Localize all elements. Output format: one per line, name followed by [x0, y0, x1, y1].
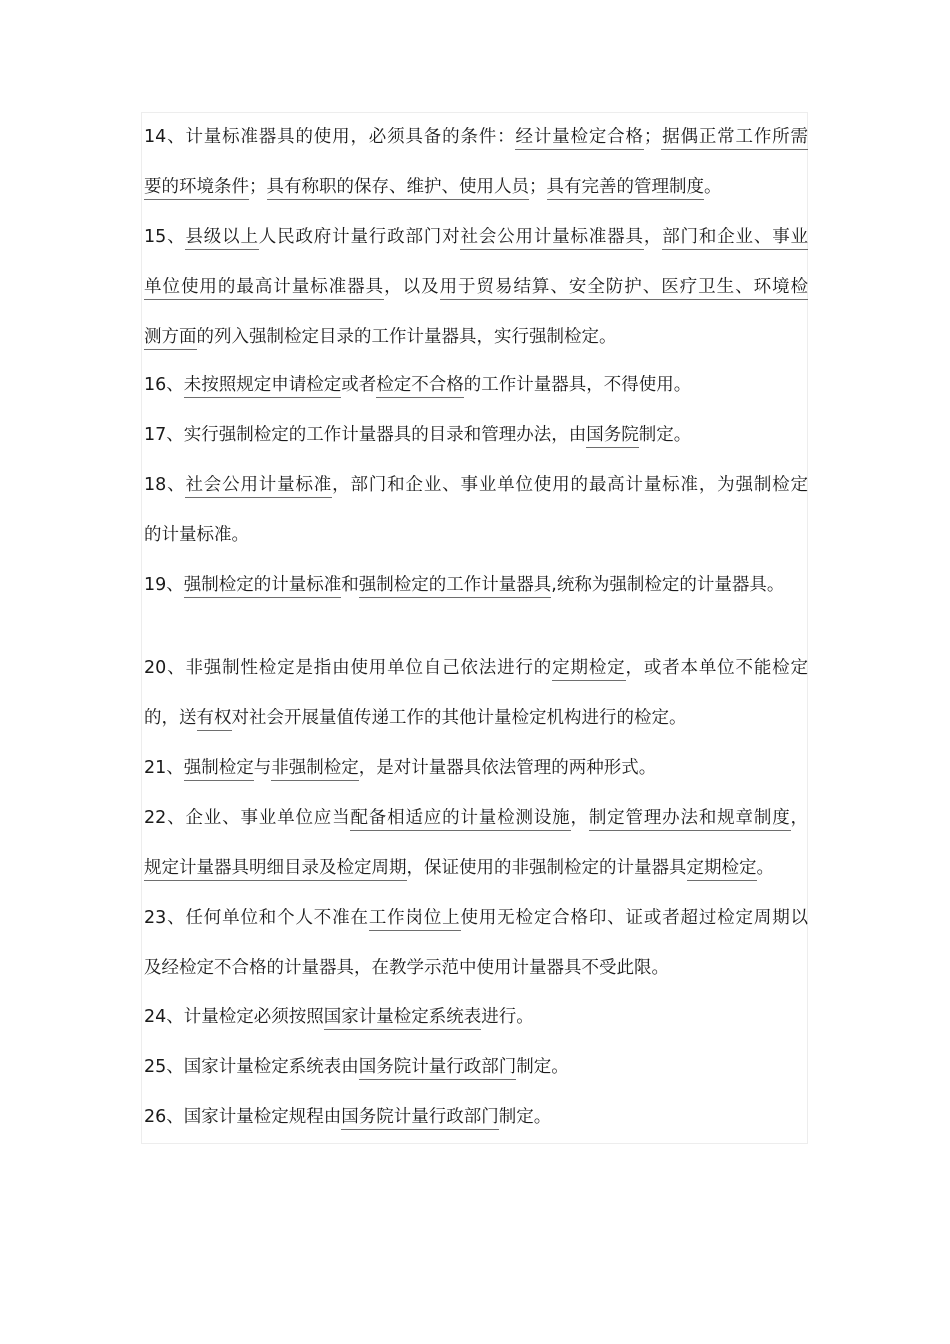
item-19-line-1 [144, 560, 784, 610]
item-number: 23 [144, 908, 167, 928]
underlined-answer: 县级以上 [185, 227, 258, 250]
item-23-line-1 [144, 893, 808, 943]
text-segment: 及经检定不合格的计量器具，在教学示范中使用计量器具不受此限。 [144, 958, 669, 978]
text-segment: 。 [704, 177, 722, 197]
item-24-line-1 [144, 992, 534, 1042]
item-number: 24 [144, 1007, 167, 1027]
text-segment: ，部门和企业、事业单位使用的最高计量标准，为强制检定 [332, 475, 809, 495]
underlined-answer: 强制检定的工作计量器具 [359, 575, 552, 598]
underlined-answer: 社会公用计量标准 [185, 475, 332, 498]
item-number: 25 [144, 1057, 167, 1077]
text-segment: ， [643, 227, 663, 247]
text-segment: ； [529, 177, 547, 197]
item-number: 21 [144, 758, 167, 778]
item-18-line-1 [144, 460, 808, 510]
text-segment: 、 [166, 227, 186, 247]
text-segment: 、企业、事业单位应当 [166, 808, 351, 828]
text-segment: 、国家计量检定规程由 [166, 1107, 342, 1127]
item-number: 20 [144, 658, 167, 678]
item-26-line-1 [144, 1092, 551, 1142]
text-segment: ，以及 [384, 277, 440, 297]
item-20-line-2 [144, 693, 687, 743]
text-segment: 人民政府计量行政部门对 [258, 227, 461, 247]
item-22-line-1 [144, 793, 808, 843]
text-segment: ； [249, 177, 267, 197]
item-number: 26 [144, 1107, 167, 1127]
underlined-answer: 工作岗位上 [369, 908, 461, 931]
text-segment: 。 [756, 858, 774, 878]
item-15-line-2 [144, 262, 808, 312]
text-segment: 、 [166, 475, 186, 495]
item-18-line-2 [144, 510, 249, 560]
item-number: 18 [144, 475, 167, 495]
underlined-answer: 单位使用的最高计量标准器具 [144, 277, 384, 300]
text-segment: ，或者本单位不能检定 [625, 658, 809, 678]
item-number: 15 [144, 227, 167, 247]
underlined-answer: 定期检定 [552, 658, 625, 681]
underlined-answer: 社会公用计量标准器具 [460, 227, 643, 250]
underlined-answer: 国家计量检定系统表 [324, 1007, 482, 1030]
text-segment: ，保证使用的非强制检定的计量器具 [406, 858, 687, 878]
text-segment: 的，送 [144, 708, 197, 728]
text-segment: ， [570, 808, 589, 828]
underlined-answer: 要的环境条件 [144, 177, 249, 200]
underlined-answer: 未按照规定申请检定 [184, 375, 342, 398]
text-segment: 的计量标准。 [144, 525, 249, 545]
item-number: 14 [144, 127, 167, 147]
underlined-answer: 非强制检定 [271, 758, 359, 781]
text-segment: 、计量标准器具的使用，必须具备的条件： [166, 127, 516, 147]
underlined-answer: 强制检定的计量标准 [184, 575, 342, 598]
item-number: 19 [144, 575, 167, 595]
item-23-line-2 [144, 943, 669, 993]
text-segment: 制定。 [638, 425, 692, 445]
text-segment: 、国家计量检定系统表由 [166, 1057, 359, 1077]
underlined-answer: 定期检定 [687, 858, 757, 881]
text-segment: 使用无检定合格印、证或者超过检定周期以 [460, 908, 809, 928]
text-segment: ，是对计量器具依法管理的两种形式。 [358, 758, 657, 778]
item-number: 17 [144, 425, 167, 445]
text-segment: 、 [166, 575, 184, 595]
underlined-answer: 规定计量器具明细目录及检定周期 [144, 858, 407, 881]
item-15-line-1 [144, 212, 808, 262]
underlined-answer: 国务院计量行政部门 [341, 1107, 499, 1130]
underlined-answer: 制定管理办法和规章制度 [589, 808, 791, 831]
text-segment: 与 [253, 758, 272, 778]
text-segment: 进行。 [481, 1007, 534, 1027]
text-segment: 的列入强制检定目录的工作计量器具，实行强制检定。 [196, 327, 617, 347]
underlined-answer: 国务院计量行政部门 [359, 1057, 517, 1080]
text-segment: 、任何单位和个人不准在 [166, 908, 369, 928]
text-segment: ； [643, 127, 662, 147]
underlined-answer: 测方面 [144, 327, 197, 350]
text-segment: 、 [166, 758, 184, 778]
item-number: 16 [144, 375, 167, 395]
item-25-line-1 [144, 1042, 569, 1092]
item-number: 22 [144, 808, 167, 828]
text-segment: 、计量检定必须按照 [166, 1007, 324, 1027]
underlined-answer: 据偶正常工作所需 [661, 127, 808, 150]
text-segment: 对社会开展量值传递工作的其他计量检定机构进行的检定。 [231, 708, 687, 728]
text-segment: 制定。 [516, 1057, 569, 1077]
underlined-answer: 具有完善的管理制度 [547, 177, 705, 200]
underlined-answer: 有权 [197, 708, 232, 731]
underlined-answer: 检定不合格 [376, 375, 464, 398]
text-segment: 的工作计量器具，不得使用。 [463, 375, 692, 395]
underlined-answer: 经计量检定合格 [515, 127, 643, 150]
item-20-line-1 [144, 643, 808, 693]
text-segment: 或者 [341, 375, 377, 395]
underlined-answer: 配备相适应的计量检测设施 [350, 808, 570, 831]
text-segment: 和 [341, 575, 359, 595]
item-22-line-2 [144, 843, 774, 893]
item-14-line-1 [144, 112, 808, 162]
underlined-answer: 国务院 [586, 425, 639, 448]
underlined-answer: 具有称职的保存、维护、使用人员 [267, 177, 530, 200]
underlined-answer: 强制检定 [184, 758, 254, 781]
underlined-answer: 部门和企业、事业 [662, 227, 808, 250]
text-segment: 、 [166, 375, 184, 395]
item-15-line-3 [144, 312, 617, 362]
item-17-line-1 [144, 410, 691, 460]
text-segment: 、实行强制检定的工作计量器具的目录和管理办法，由 [166, 425, 587, 445]
text-segment: 、非强制性检定是指由使用单位自己依法进行的 [166, 658, 553, 678]
item-16-line-1 [144, 360, 691, 410]
item-14-line-2 [144, 162, 722, 212]
underlined-answer: 用于贸易结算、安全防护、医疗卫生、环境检 [440, 277, 808, 300]
item-21-line-1 [144, 743, 656, 793]
text-segment: 制定。 [498, 1107, 552, 1127]
text-segment: ,统称为强制检定的计量器具。 [551, 575, 785, 595]
text-segment: ， [790, 808, 809, 828]
